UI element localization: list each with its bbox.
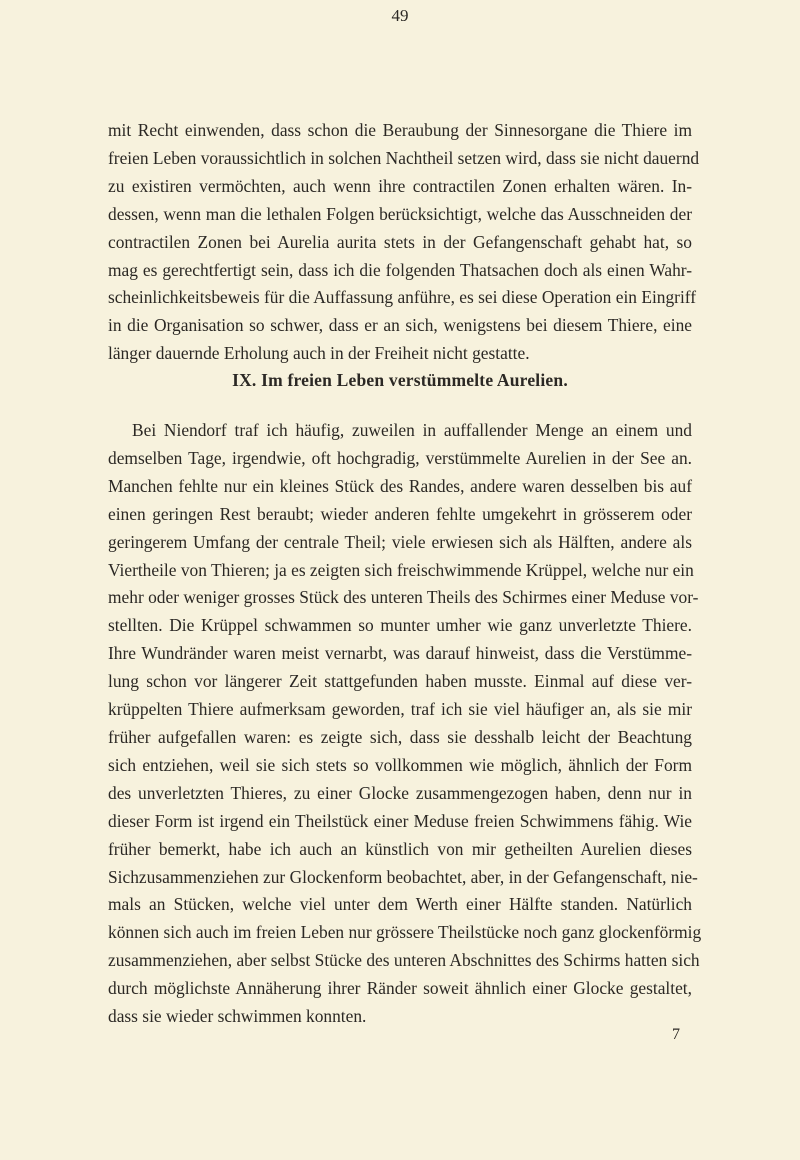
text-line: zusammenziehen, aber selbst Stücke des unteren Abschnittes des Schirms hatten sich bbox=[108, 950, 700, 971]
text-line: des unverletzten Thieres, zu einer Glocke zusammengezogen haben, denn nur in bbox=[108, 782, 692, 803]
paragraph-1 bbox=[108, 117, 700, 368]
text-line: freien Leben voraussichtlich in solchen Nachtheil setzen wird, dass sie nicht dauernd bbox=[108, 147, 700, 168]
text-line: krüppelten Thiere aufmerksam geworden, traf ich sie viel häufiger an, als sie mir bbox=[108, 699, 692, 720]
text-line: contractilen Zonen bei Aurelia aurita stets in der Gefangenschaft gehabt hat, so bbox=[108, 231, 692, 252]
text-line: mals an Stücken, welche viel unter dem Werth einer Hälfte standen. Natürlich bbox=[108, 894, 692, 915]
text-line: Sichzusammenziehen zur Glockenform beobachtet, aber, in der Gefangenschaft, nie- bbox=[108, 866, 698, 887]
text-line: dass sie wieder schwimmen konnten. bbox=[108, 1006, 367, 1027]
text-line: mehr oder weniger grosses Stück des unteren Theils des Schirmes einer Meduse vor- bbox=[108, 587, 699, 608]
section-heading: IX. Im freien Leben verstümmelte Aurelien. bbox=[232, 370, 568, 390]
text-line: dieser Form ist irgend ein Theilstück einer Meduse freien Schwimmens fähig. Wie bbox=[108, 810, 692, 831]
text-line: Manchen fehlte nur ein kleines Stück des Randes, andere waren desselben bis auf bbox=[108, 475, 692, 496]
text-line: früher bemerkt, habe ich auch an künstlich von mir getheilten Aurelien dieses bbox=[108, 838, 692, 859]
signature-mark: 7 bbox=[672, 1026, 680, 1043]
text-line: Viertheile von Thieren; ja es zeigten sich freischwimmende Krüppel, welche nur ein bbox=[108, 559, 694, 580]
text-line: geringerem Umfang der centrale Theil; viele erwiesen sich als Hälften, andere als bbox=[108, 531, 692, 552]
text-line: Bei Niendorf traf ich häufig, zuweilen in auffallender Menge an einem und bbox=[132, 420, 692, 440]
text-line: sich entziehen, weil sie sich stets so vollkommen wie möglich, ähnlich der Form bbox=[108, 754, 692, 775]
text-line: länger dauernde Erholung auch in der Freiheit nicht gestatte. bbox=[108, 343, 530, 364]
text-line: durch möglichste Annäherung ihrer Ränder soweit ähnlich einer Glocke gestaltet, bbox=[108, 978, 692, 999]
text-line: in die Organisation so schwer, dass er an sich, wenigstens bei diesem Thiere, eine bbox=[108, 315, 692, 336]
text-line: mag es gerechtfertigt sein, dass ich die folgenden Thatsachen doch als einen Wahr- bbox=[108, 259, 692, 280]
text-line: stellten. Die Krüppel schwammen so munter umher wie ganz unverletzte Thiere. bbox=[108, 615, 692, 636]
text-line: zu existiren vermöchten, auch wenn ihre contractilen Zonen erhalten wären. In- bbox=[108, 175, 692, 196]
text-line: scheinlichkeitsbeweis für die Auffassung anführe, es sei diese Operation ein Eingriff bbox=[108, 287, 697, 308]
text-line: mit Recht einwenden, dass schon die Beraubung der Sinnesorgane die Thiere im bbox=[108, 120, 692, 140]
text-line: können sich auch im freien Leben nur grössere Theilstücke noch ganz glockenförmig bbox=[108, 922, 702, 943]
page-number: 49 bbox=[391, 6, 409, 25]
text-line: demselben Tage, irgendwie, oft hochgradig, verstümmelte Aurelien in der See an. bbox=[108, 447, 692, 468]
text-line: lung schon vor längerer Zeit stattgefunden haben musste. Einmal auf diese ver- bbox=[108, 671, 692, 692]
text-line: dessen, wenn man die lethalen Folgen berücksichtigt, welche das Ausschneiden der bbox=[108, 203, 692, 224]
text-line: früher aufgefallen waren: es zeigte sich, dass sie desshalb leicht der Beachtung bbox=[108, 726, 692, 747]
text-line: einen geringen Rest beraubt; wieder anderen fehlte umgekehrt in grösserem oder bbox=[108, 503, 692, 524]
paragraph-2 bbox=[108, 417, 702, 1031]
text-line: Ihre Wundränder waren meist vernarbt, was darauf hinweist, dass die Verstümme- bbox=[108, 643, 692, 664]
